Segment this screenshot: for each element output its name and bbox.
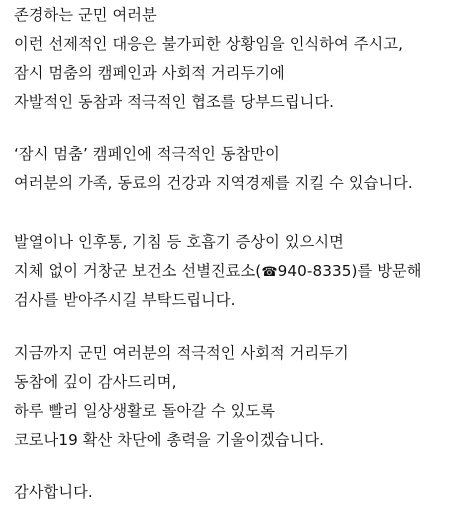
- text-line: ‘잠시 멈춤’ 캠페인에 적극적인 동참만이: [14, 145, 280, 163]
- text-line: 잠시 멈춤의 캠페인과 사회적 거리두기에: [14, 64, 285, 82]
- text-line: 발열이나 인후통, 기침 등 호흡기 증상이 있으시면: [14, 233, 344, 251]
- text-line: 존경하는 군민 여러분: [14, 6, 157, 24]
- greeting-paragraph: [14, 1, 470, 117]
- campaign-paragraph: [14, 140, 470, 198]
- text-line: 감사합니다.: [14, 483, 93, 501]
- phone-icon: ☎: [261, 265, 278, 280]
- closing-paragraph: [14, 478, 470, 507]
- text-line-with-phone: [14, 257, 470, 286]
- text-line: 여러분의 가족, 동료의 건강과 지역경제를 지킬 수 있습니다.: [14, 174, 413, 192]
- text-line: 자발적인 동참과 적극적인 협조를 당부드립니다.: [14, 93, 335, 111]
- text-fragment: )를 방문해: [351, 262, 422, 280]
- text-fragment: 지체 없이 거창군 보건소 선별진료소(: [14, 262, 262, 280]
- text-line: 이런 선제적인 대응은 불가피한 상황임을 인식하여 주시고,: [14, 35, 404, 53]
- text-line: 동참에 깊이 감사드리며,: [14, 373, 177, 391]
- symptoms-paragraph: [14, 228, 470, 315]
- text-line: 하루 빨리 일상생활로 돌아갈 수 있도록: [14, 402, 275, 420]
- text-line: 지금까지 군민 여러분의 적극적인 사회적 거리두기: [14, 344, 349, 362]
- text-line: 코로나19 확산 차단에 총력을 기울이겠습니다.: [14, 431, 325, 449]
- text-line: 검사를 받아주시길 부탁드립니다.: [14, 291, 236, 309]
- thanks-paragraph: [14, 339, 470, 455]
- phone-number: 940-8335: [277, 262, 352, 280]
